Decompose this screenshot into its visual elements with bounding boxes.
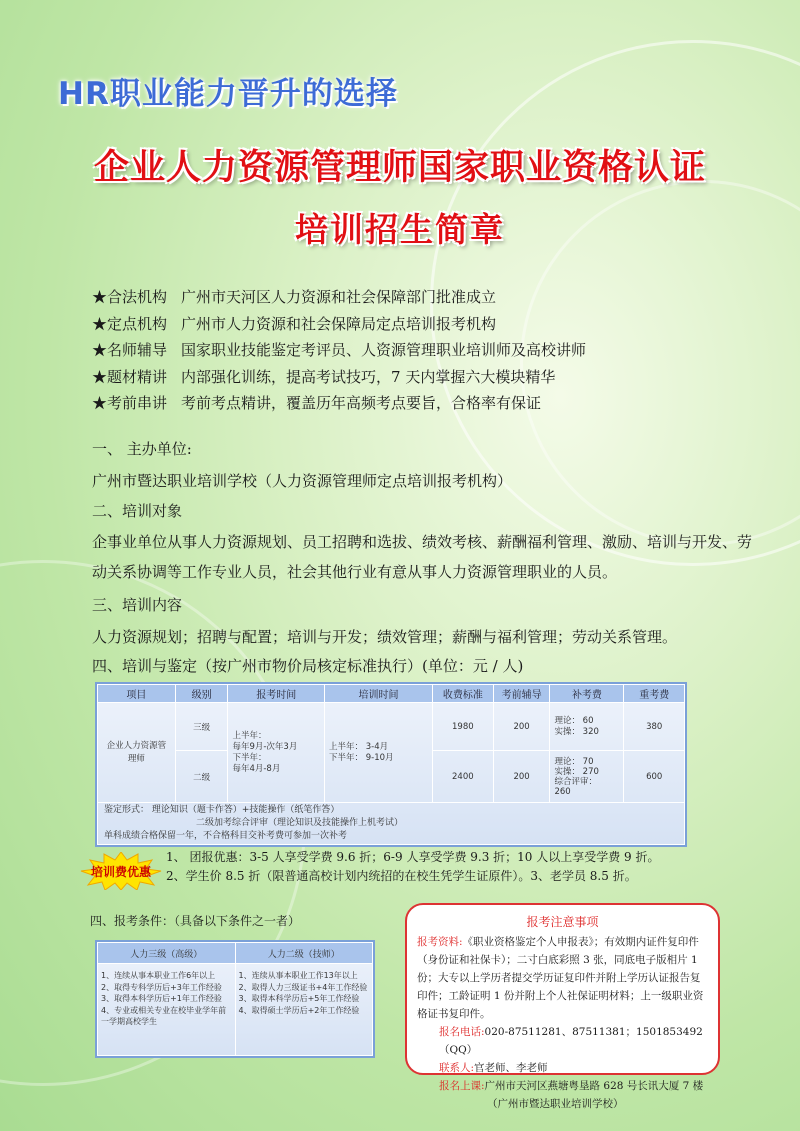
feature-item xyxy=(92,311,586,338)
address-text: 广州市天河区燕塘粤垦路 628 号长讯大厦 7 楼 xyxy=(484,1080,704,1092)
discount-text xyxy=(166,848,660,886)
feature-item xyxy=(92,337,586,364)
exam-time-cell: 上半年： 每年9月-次年3月 下半年： 每年4月-8月 xyxy=(228,703,325,803)
table-header-row xyxy=(98,685,685,703)
section-body: 广州市暨达职业培训学校（人力资源管理师定点培训报考机构） xyxy=(92,472,513,490)
table-notes-row xyxy=(98,803,685,845)
retake-cell: 380 xyxy=(624,703,685,751)
contact-text: 官老师、李老师 xyxy=(474,1062,548,1074)
column-header: 重考费 xyxy=(624,685,685,703)
badge-label: 培训费优惠 xyxy=(90,865,151,879)
section-heading: 二、培训对象 xyxy=(92,502,183,520)
fee-cell: 2400 xyxy=(432,751,493,803)
feature-text: 国家职业技能鉴定考评员、人资源管理职业培训师及高校讲师 xyxy=(181,341,587,359)
condition-item: 2、取得人力三级证书+4年工作经验 xyxy=(238,982,368,992)
phone-label: 报名电话: xyxy=(439,1026,485,1038)
feature-key: ★合法机构 xyxy=(92,288,168,306)
table-row xyxy=(98,964,373,1056)
column-header: 人力三级（高级） xyxy=(98,943,236,964)
feature-key: ★考前串讲 xyxy=(92,394,168,412)
fee-table xyxy=(97,684,685,845)
notice-title: 报考注意事项 xyxy=(526,915,599,929)
notice-materials xyxy=(417,933,708,1023)
note-line: 二级加考综合评审（理论知识及技能操作上机考试） xyxy=(196,818,404,828)
contact-label: 联系人: xyxy=(439,1062,475,1074)
note-line: 鉴定形式： 理论知识（题卡作答）+技能操作（纸笔作答） xyxy=(104,805,340,815)
column-header: 级别 xyxy=(175,685,228,703)
table-header-row xyxy=(98,943,373,964)
makeup-cell: 理论： 70 实操： 270 综合评审： 260 xyxy=(550,751,624,803)
column-header: 考前辅导 xyxy=(493,685,550,703)
coach-cell: 200 xyxy=(493,751,550,803)
notice-school: （广州市暨达职业培训学校） xyxy=(487,1098,624,1110)
section-body: 人力资源规划；招聘与配置；培训与开发；绩效管理；薪酬与福利管理；劳动关系管理。 xyxy=(92,628,678,646)
condition-item: 2、取得专科学历后+3年工作经验 xyxy=(101,982,222,992)
section-heading: 四、培训与鉴定（按广州市物价局核定标准执行）(单位：元 / 人) xyxy=(92,657,524,675)
address-label: 报名上课: xyxy=(439,1080,485,1092)
slogan: HR职业能力晋升的选择 xyxy=(58,76,398,112)
feature-list xyxy=(92,284,586,417)
feature-key: ★题材精讲 xyxy=(92,367,168,386)
notice-phone xyxy=(417,1023,708,1059)
discount-badge xyxy=(80,852,162,890)
notes-cell xyxy=(98,803,685,845)
feature-item xyxy=(92,390,586,417)
note-line: 单科成绩合格保留一年，不合格科目交补考费可参加一次补考 xyxy=(104,831,348,841)
section-heading: 三、培训内容 xyxy=(92,596,183,614)
column-header: 人力二级（技师） xyxy=(235,943,373,964)
feature-text: 广州市人力资源和社会保障局定点培训报考机构 xyxy=(181,314,497,333)
notice-address xyxy=(417,1077,708,1095)
condition-item: 4、专业或相关专业在校毕业学年前一学期高校学生 xyxy=(101,1005,227,1026)
makeup-cell: 理论： 60 实操： 320 xyxy=(550,703,624,751)
conditions-title: 四、报考条件：（具备以下条件之一者） xyxy=(90,914,301,928)
level-cell: 二级 xyxy=(175,751,228,803)
fee-cell: 1980 xyxy=(432,703,493,751)
column-header: 项目 xyxy=(98,685,176,703)
level-cell: 三级 xyxy=(175,703,228,751)
discount-line: 2、学生价 8.5 折（限普通高校计划内统招的在校生凭学生证原件）。3、老学员 8.5 折。 xyxy=(166,869,637,883)
feature-text: 内部强化训练，提高考试技巧，7 天内掌握六大模块精华 xyxy=(181,367,556,386)
column-header: 补考费 xyxy=(550,685,624,703)
column-header: 收费标准 xyxy=(432,685,493,703)
conditions-table xyxy=(97,942,373,1056)
column-header: 培训时间 xyxy=(325,685,433,703)
notice-contact xyxy=(417,1059,708,1077)
page-title: 企业人力资源管理师国家职业资格认证 xyxy=(93,148,706,188)
coach-cell: 200 xyxy=(493,703,550,751)
project-cell: 企业人力资源管理师 xyxy=(98,703,176,803)
train-time-cell: 上半年： 3-4月 下半年： 9-10月 xyxy=(325,703,433,803)
feature-text: 考前考点精讲，覆盖历年高频考点要旨，合格率有保证 xyxy=(181,394,542,412)
feature-item xyxy=(92,364,586,391)
materials-text: 《职业资格鉴定个人申报表》；有效期内证件复印件（身份证和社保卡）；二寸白底彩照 3 张，同底电子版相片 1 份；大专以上学历者提交学历证复印件并附上学历认证报告复印件；工龄证明 1 份并附上个人社保证明材料；上一级职业资格证书复印件。 xyxy=(417,936,704,1020)
phone-text: 020-87511281、87511381；1501853492（QQ） xyxy=(439,1026,703,1056)
condition-item: 1、连续从事本职业工作13年以上 xyxy=(238,971,358,980)
discount-line: 1、 团报优惠：3-5 人享受学费 9.6 折；6-9 人享受学费 9.3 折；10 人以上享受学费 9 折。 xyxy=(166,850,660,864)
feature-item xyxy=(92,284,586,311)
condition-item: 3、取得本科学历后+5年工作经验 xyxy=(238,994,360,1003)
retake-cell: 600 xyxy=(624,751,685,803)
table-row xyxy=(98,703,685,751)
condition-cell xyxy=(235,964,373,1056)
materials-label: 报考资料: xyxy=(417,936,463,948)
section-body: 企事业单位从事人力资源规划、员工招聘和选拔、绩效考核、薪酬福利管理、激励、培训与开发、劳动关系协调等工作专业人员，社会其他行业有意从事人力资源管理职业的人员。 xyxy=(92,533,753,581)
column-header: 报考时间 xyxy=(228,685,325,703)
page-subtitle: 培训招生简章 xyxy=(295,210,505,249)
feature-text: 广州市天河区人力资源和社会保障部门批准成立 xyxy=(181,288,497,306)
notice-box xyxy=(405,903,720,1110)
condition-item: 4、取得硕士学历后+2年工作经验 xyxy=(238,1005,360,1015)
feature-key: ★定点机构 xyxy=(92,314,168,333)
feature-key: ★名师辅导 xyxy=(92,341,168,359)
section-heading: 一、 主办单位: xyxy=(92,440,192,458)
condition-item: 3、取得本科学历后+1年工作经验 xyxy=(101,994,222,1003)
condition-item: 1、连续从事本职业工作6年以上 xyxy=(101,971,216,980)
condition-cell xyxy=(98,964,236,1056)
